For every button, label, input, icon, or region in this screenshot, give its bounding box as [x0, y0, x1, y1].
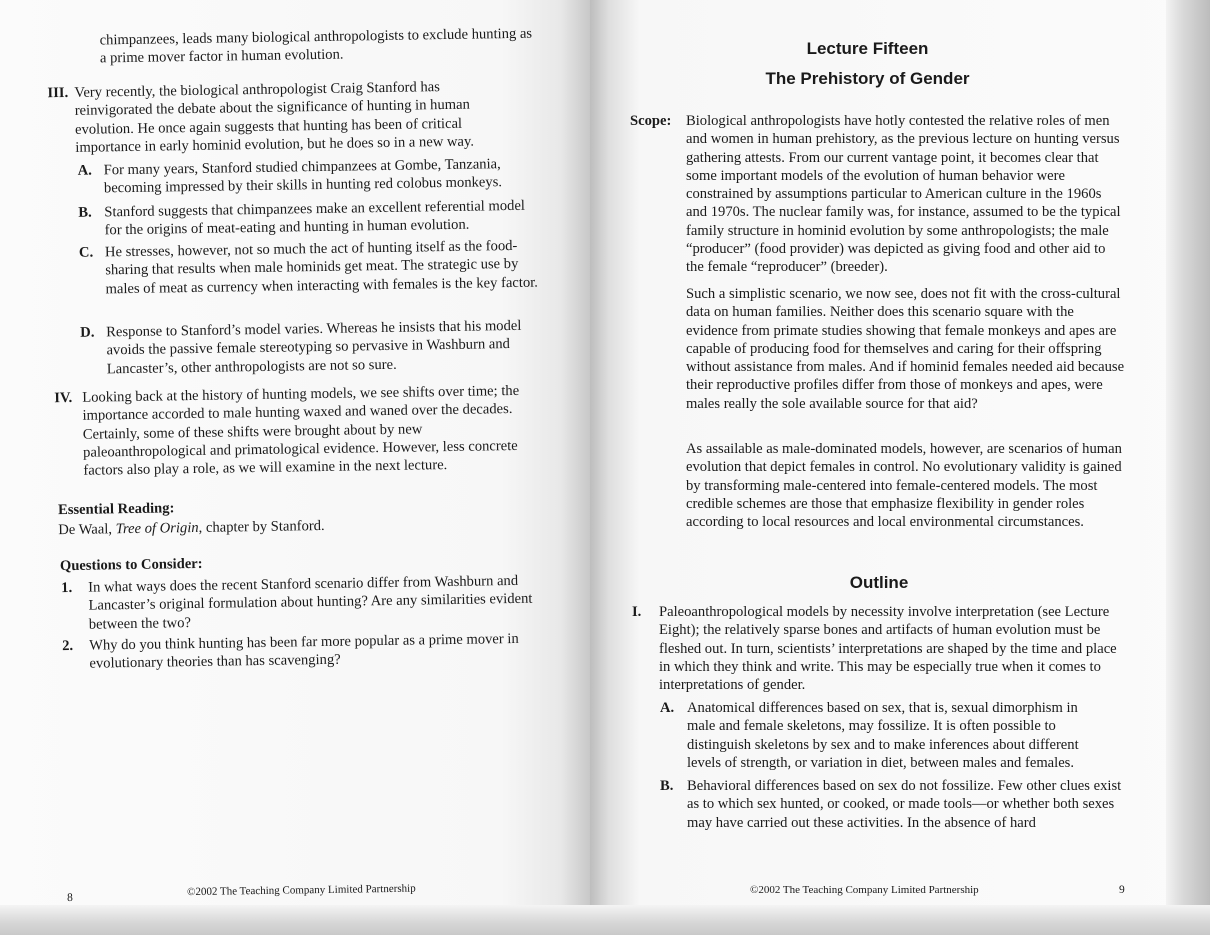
point-iii-b-text: Stanford suggests that chimpanzees make an excellent referential model for the origins of meat-eating and hunting in human evolution. — [104, 197, 526, 239]
point-iii-c-text: He stresses, however, not so much the act of hunting itself as the food-sharing that results when male hominids get meat. The strategic use by males of meat as currency when interacting with females is the key factor. — [104, 237, 539, 297]
intro-paragraph: chimpanzees, leads many biological anthropologists to exclude hunting as a prime mover factor in human evolution. — [99, 25, 533, 67]
question-2-text: Why do you think hunting has been far more popular as a prime mover in evolutionary theories than has scavenging? — [89, 630, 519, 672]
right-page-number: 9 — [1119, 884, 1125, 896]
point-iii-b-label: B. — [78, 204, 92, 221]
reading-title: Tree of Origin, — [115, 519, 203, 538]
outline-i-text: Paleoanthropological models by necessity involve interpretation (see Lecture Eight); the relatively sparse bones and artifacts of human evolution must be fleshed out. In turn, scientists’ interpretations are shaped by the time and place in which they think and write. This may be especially true when it comes to interpretations of gender. — [659, 604, 1117, 694]
reading-rest: chapter by Stanford. — [202, 517, 325, 536]
scope-paragraph-2: Such a simplistic scenario, we now see, does not fit with the cross-cultural data on human families. Neither does this scenario square with the evidence from primate studies showing that female monkeys and apes are capable of producing food for themselves and caring for their offspring without assistance from males. And if hominid females needed aid because their reproductive profiles differ from those of monkeys and apes, were males really the sole available source for that aid? — [686, 286, 1125, 412]
scope-label: Scope: — [630, 113, 672, 129]
outline-i-label: I. — [632, 604, 642, 620]
essential-reading-heading: Essential Reading: — [57, 500, 175, 519]
scope-paragraph-1: Biological anthropologists have hotly contested the relative roles of men and women in human prehistory, as the previous lecture on hunting versus gathering attests. From our current vantage point, it becomes clear that some important models of the evolution of human behavior were constrained by assumptions particular to American culture in the 1960s and 1970s. The nuclear family was, for instance, assumed to be the typical family structure in hominid evolution by some anthropologists; the male “producer” (food provider) was depicted as giving food and other aid to the female “reproducer” (breeder). — [686, 113, 1121, 276]
point-iii-text: Very recently, the biological anthropologist Craig Stanford has reinvigorated the debate about the significance of hunting in human evolution. He once again suggests that hunting has been of critical importance in early hominid evolution, but he does so in a new way. — [74, 79, 475, 156]
lecture-number: Lecture Fifteen — [806, 39, 929, 58]
point-iii-d-label: D. — [80, 324, 95, 341]
bottom-shadow — [0, 905, 1210, 935]
outline-i-a-text: Anatomical differences based on sex, that is, sexual dimorphism in male and female skeletons, may fossilize. It is often possible to distinguish skeletons by sex and to make inferences about different levels of strength, or variation in diet, between males and females. — [687, 700, 1079, 771]
point-iii-a-text: For many years, Stanford studied chimpanzees at Gombe, Tanzania, becoming impressed by their skills in hunting red colobus monkeys. — [103, 156, 503, 197]
point-iii-d-text: Response to Stanford’s model varies. Whereas he insists that his model avoids the passive female stereotyping so pervasive in Washburn and Lancaster’s, other anthropologists are not so sure. — [106, 317, 522, 377]
left-page-content — [0, 0, 590, 935]
point-iii-label: III. — [47, 84, 69, 102]
point-iii-c-label: C. — [78, 244, 94, 261]
scope-paragraph-3: As assailable as male-dominated models, however, are scenarios of human evolution that depict females in control. No evolutionary validity is gained by transforming male-centered into female-centered models. The most credible schemes are those that emphasize flexibility in gender roles according to local resources and local environmental circumstances. — [686, 441, 1122, 531]
left-page — [0, 0, 590, 935]
question-2-label: 2. — [62, 637, 74, 655]
right-page — [590, 0, 1210, 935]
outline-i-b-label: B. — [660, 778, 674, 794]
question-1-text: In what ways does the recent Stanford scenario differ from Washburn and Lancaster’s original formulation about hunting? Are any similarities evident between the two? — [88, 572, 533, 633]
right-footer: ©2002 The Teaching Company Limited Partnership — [750, 884, 979, 896]
right-page-edge — [1166, 0, 1210, 935]
left-page-number: 8 — [67, 891, 73, 905]
left-footer: ©2002 The Teaching Company Limited Partnership — [186, 882, 416, 899]
point-iii-a-label: A. — [77, 162, 93, 179]
outline-i-a-label: A. — [660, 700, 675, 716]
lecture-title: The Prehistory of Gender — [765, 69, 970, 88]
point-iv-label: IV. — [54, 389, 73, 407]
outline-i-b-text: Behavioral differences based on sex do not fossilize. Few other clues exist as to which sex hunted, or cooked, or made tools—or whether both sexes may have carried out these activities. In the absence of hard — [687, 778, 1122, 831]
outline-heading: Outline — [849, 573, 909, 592]
point-iv-text: Looking back at the history of hunting models, we see shifts over time; the importance accorded to male hunting waxed and waned over the decades. Certainly, some of these shifts were brought about by new paleoanthropological and primatological evidence. However, less concrete factors also play a role, as we will examine in the next lecture. — [82, 382, 520, 479]
questions-heading: Questions to Consider: — [59, 555, 203, 575]
question-1-label: 1. — [61, 579, 73, 597]
reading-author: De Waal, — [58, 521, 116, 539]
